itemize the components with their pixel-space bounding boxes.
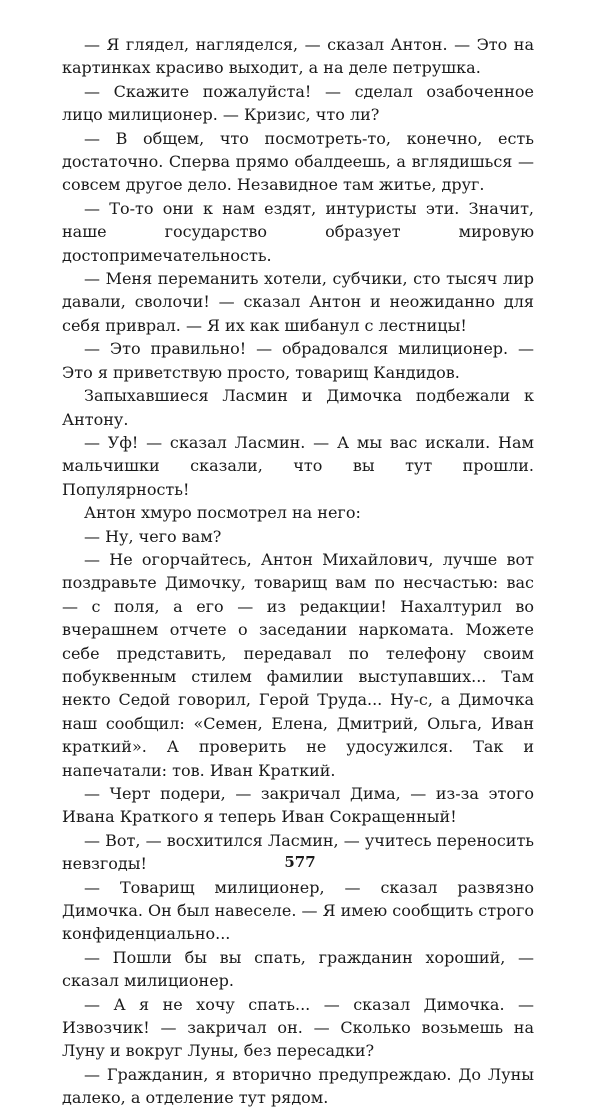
paragraph-10: — Ну, чего вам? <box>84 526 222 546</box>
paragraph-5: — Меня переманить хотели, субчики, сто тысяч лир давали, сволочи! — сказал Антон и неожиданно для себя приврал. — Я их как шибанул с лестницы! <box>62 269 534 335</box>
page-body <box>62 33 534 1110</box>
paragraph-17: — Гражданин, я вторично предупреждаю. До Луны далеко, а отделение тут рядом. <box>62 1064 534 1108</box>
paragraph-4: — То-то они к нам ездят, интуристы эти. Значит, наше государство образует мировую достопримечательность. <box>62 198 534 265</box>
paragraph-14: — Товарищ милиционер, — сказал развязно Димочка. Он был навеселе. — Я имею сообщить строго конфиденциально... <box>62 877 534 944</box>
paragraph-9: Антон хмуро посмотрел на него: <box>84 503 361 523</box>
paragraph-6: — Это правильно! — обрадовался милиционер. — Это я приветствую просто, товарищ Кандидов. <box>62 339 534 382</box>
paragraph-1: — Я глядел, нагляделся, — сказал Антон. — Это на картинках красиво выходит, а на деле петрушка. <box>62 35 534 78</box>
paragraph-3: — В общем, что посмотреть-то, конечно, есть достаточно. Сперва прямо обалдеешь, а вглядишься — совсем другое дело. Незавидное там житье, друг. <box>62 128 534 195</box>
paragraph-16: — А я не хочу спать... — сказал Димочка. — Извозчик! — закричал он. — Сколько возьмешь на Луну и вокруг Луны, без пересадки? <box>62 994 534 1061</box>
page-number: 577 <box>284 853 316 871</box>
paragraph-8: — Уф! — сказал Ласмин. — А мы вас искали. Нам мальчишки сказали, что вы тут прошли. Популярность! <box>62 432 534 499</box>
paragraph-13: — Вот, — восхитился Ласмин, — учитесь переносить невзгоды! <box>62 830 534 874</box>
paragraph-15: — Пошли бы вы спать, гражданин хороший, — сказал милиционер. <box>62 947 534 991</box>
paragraph-11: — Не огорчайтесь, Антон Михайлович, лучше вот поздравьте Димочку, товарищ вам по несчастью: вас — с поля, а его — из редакции! Нахалтурил во вчерашнем отчете о заседании наркомата. Можете себе представить, передавал по телефону своим побуквенным стилем фамилии выступавших... Там некто Седой говорил, Герой Труда... Ну-с, а Димочка наш сообщил: «Семен, Елена, Дмитрий, Ольга, Иван краткий». А проверить не удосужился. Так и напечатали: тов. Иван Краткий. <box>62 549 534 780</box>
paragraph-12: — Черт подери, — закричал Дима, — из-за этого Ивана Краткого я теперь Иван Сокращенный! <box>62 784 534 827</box>
paragraph-7: Запыхавшиеся Ласмин и Димочка подбежали к Антону. <box>62 386 534 429</box>
paragraph-2: — Скажите пожалуйста! — сделал озабоченное лицо милиционер. — Кризис, что ли? <box>62 81 534 125</box>
